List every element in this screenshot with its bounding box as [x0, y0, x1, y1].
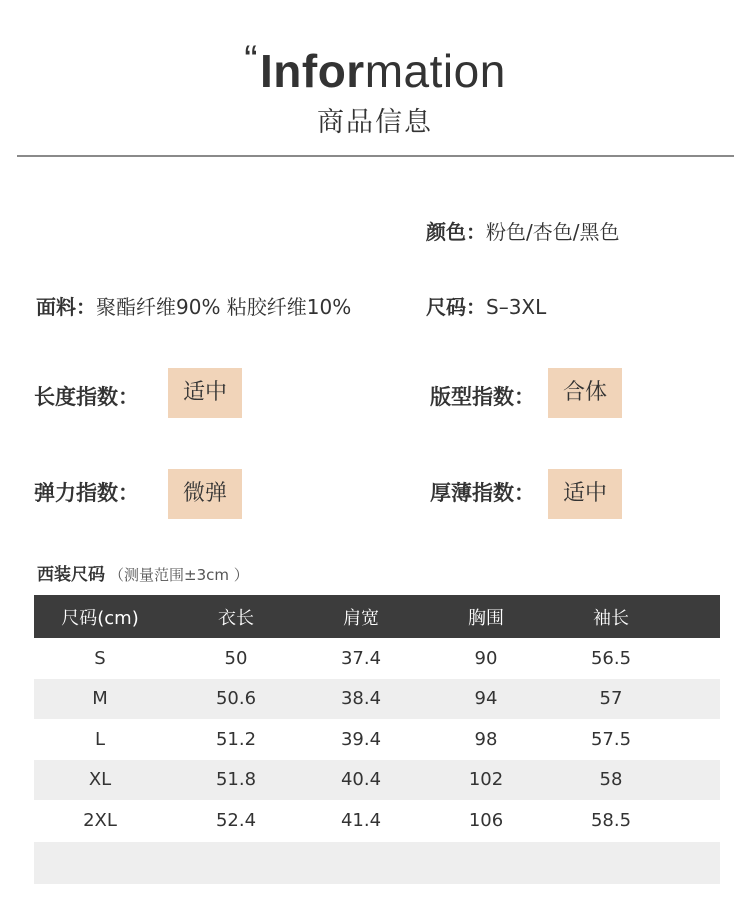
cell-size: S: [94, 647, 106, 669]
cell-sleeve: 57.5: [590, 728, 632, 750]
cell-bust: 90: [474, 647, 498, 669]
page-title: [0, 30, 750, 101]
cell-shoulder: 39.4: [340, 728, 382, 750]
title-bold-part: Infor: [260, 45, 365, 97]
cell-shoulder: 37.4: [340, 647, 382, 669]
cell-length: 51.2: [215, 728, 257, 750]
header-size: 尺码(cm): [61, 607, 139, 629]
cell-sleeve: 58.5: [590, 809, 632, 831]
size-table-title: [37, 560, 249, 585]
cell-size: 2XL: [83, 809, 117, 831]
size-info: [426, 291, 546, 320]
header: [0, 30, 750, 143]
cell-bust: 102: [468, 769, 504, 791]
cell-size: M: [92, 688, 108, 710]
size-table: [34, 595, 720, 884]
cell-shoulder: 40.4: [340, 769, 382, 791]
table-empty-row: [34, 842, 720, 884]
table-row: [34, 760, 720, 801]
fit-index-badge: 合体: [548, 368, 622, 418]
thickness-index-badge: 适中: [548, 469, 622, 519]
cell-bust: 94: [474, 688, 498, 710]
size-value: S–3XL: [486, 295, 547, 319]
header-length: 衣长: [218, 607, 254, 629]
thickness-index-label: 厚薄指数：: [430, 481, 535, 505]
table-row: [34, 679, 720, 720]
length-index-label: 长度指数：: [34, 385, 139, 409]
cell-sleeve: 56.5: [590, 647, 632, 669]
header-sleeve: 袖长: [593, 607, 629, 629]
table-row: [34, 800, 720, 841]
fabric-label: 面料：: [36, 295, 96, 319]
cell-bust: 98: [474, 728, 498, 750]
title-rest-part: mation: [364, 45, 506, 97]
size-label: 尺码：: [426, 295, 486, 319]
header-bust: 胸围: [468, 607, 504, 629]
color-info: [426, 216, 619, 245]
table-header: [34, 595, 720, 638]
cell-shoulder: 41.4: [340, 809, 382, 831]
title-quote: “: [244, 38, 259, 82]
cell-shoulder: 38.4: [340, 688, 382, 710]
length-index-badge: 适中: [168, 368, 242, 418]
cell-length: 52.4: [215, 809, 257, 831]
fit-index-label: 版型指数：: [430, 385, 535, 409]
elastic-index-badge: 微弹: [168, 469, 242, 519]
size-table-note: （测量范围±3cm ）: [109, 566, 249, 584]
cell-sleeve: 58: [599, 769, 623, 791]
fabric-info: [36, 291, 351, 320]
page-subtitle: 商品信息: [317, 107, 433, 138]
cell-sleeve: 57: [599, 688, 623, 710]
cell-bust: 106: [468, 809, 504, 831]
header-shoulder: 肩宽: [343, 607, 379, 629]
cell-size: L: [94, 728, 106, 750]
color-label: 颜色：: [426, 220, 486, 244]
header-divider: [17, 155, 734, 157]
color-value: 粉色/杏色/黑色: [486, 220, 620, 244]
table-row: [34, 638, 720, 679]
cell-length: 50: [224, 647, 248, 669]
fabric-value: 聚酯纤维90% 粘胶纤维10%: [96, 295, 352, 319]
elastic-index-label: 弹力指数：: [34, 481, 139, 505]
size-table-heading: 西装尺码: [37, 565, 105, 585]
cell-length: 51.8: [215, 769, 257, 791]
cell-size: XL: [88, 769, 112, 791]
table-row: [34, 719, 720, 760]
cell-length: 50.6: [215, 688, 257, 710]
